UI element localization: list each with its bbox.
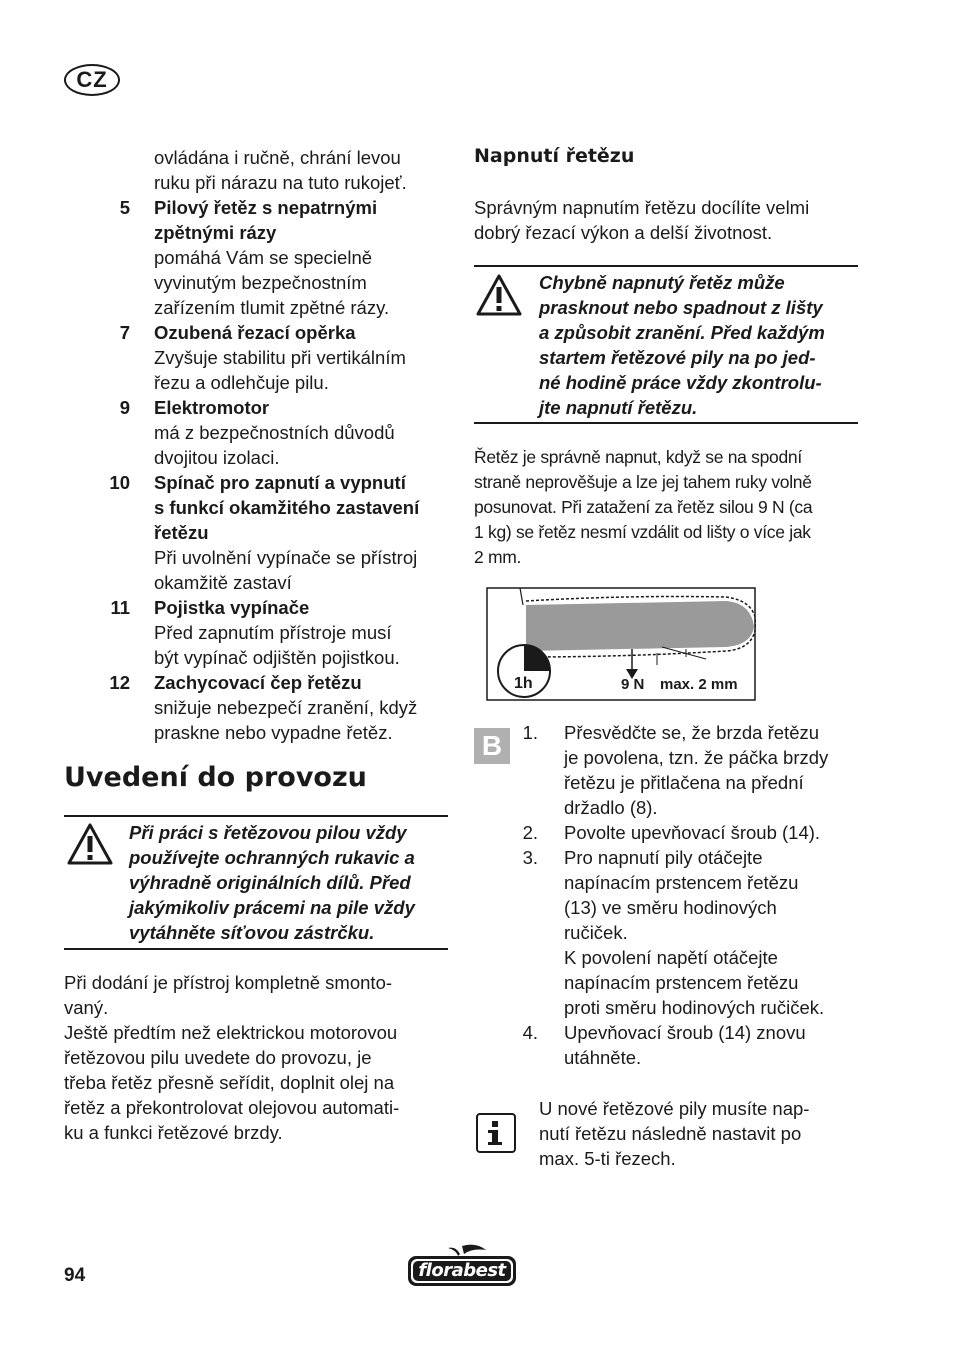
- warning-icon: [475, 273, 523, 322]
- section-heading-napnuti: Napnutí řetězu: [474, 145, 635, 167]
- warning-icon: [66, 822, 114, 871]
- language-badge: CZ: [64, 64, 120, 96]
- step-line: ručiček.: [564, 922, 628, 943]
- page-number: 94: [64, 1265, 86, 1286]
- step-line: utáhněte.: [564, 1047, 642, 1068]
- step-item: [564, 1020, 806, 1070]
- step-line: K povolení napětí otáčejte: [564, 947, 778, 968]
- warning-text-gloves: Při práci s řetězovou pilou vždy používejte ochranných rukavic a výhradně originálních dílů. Před jakýmikoliv prácemi na pile vždy vytáhněte síťovou zástrčku.: [129, 822, 415, 943]
- item-description: snižuje nebezpečí zranění, když: [154, 697, 418, 718]
- item-number: 7: [119, 322, 130, 343]
- item-title: Elektromotor: [154, 397, 270, 418]
- divider: [64, 815, 448, 817]
- step-line: Povolte upevňovací šroub (14).: [564, 822, 821, 843]
- divider: [64, 948, 448, 950]
- paragraph-delivery: Při dodání je přístroj kompletně smonto- vaný. Ještě předtím než elektrickou motorovou řetězovou pilu uvedete do provozu, je třeba řetěz přesně seřídit, doplnit olej na řetěz a překontrolovat olejovou automati- ku a funkci řetězové brzdy.: [64, 972, 400, 1143]
- item-number: 11: [110, 597, 130, 618]
- item-number: 12: [109, 672, 130, 693]
- item-description: řezu a odlehčuje pilu.: [154, 372, 329, 393]
- item-title: zpětnými rázy: [154, 222, 277, 243]
- step-number: 1.: [522, 722, 538, 743]
- section-badge-b: B: [474, 728, 510, 764]
- item-description: dvojitou izolaci.: [154, 447, 280, 468]
- item-title: Pojistka vypínače: [154, 597, 310, 618]
- section-heading-uvedeni: Uvedení do provozu: [64, 762, 367, 793]
- step-item: [564, 820, 820, 845]
- item-title: s funkcí okamžitého zastavení: [154, 497, 420, 518]
- step-line: je povolena, tzn. že páčka brzdy: [564, 747, 829, 768]
- warning-text-chain: Chybně napnutý řetěz může prasknout nebo spadnout z lišty a způsobit zranění. Před každým startem řetězové pily na po jed- né hodině práce vždy zkontrolu- jte napnutí řetězu.: [539, 272, 825, 418]
- figure-label-time: 1h: [514, 675, 533, 692]
- intro-text-right: Správným napnutím řetězu docílíte velmi dobrý řezací výkon a delší životnost.: [474, 197, 810, 243]
- item-title: Ozubená řezací opěrka: [154, 322, 356, 343]
- figure-label-force: 9 N: [621, 676, 645, 693]
- item-description: Zvyšuje stabilitu při vertikálním: [154, 347, 406, 368]
- list-item: [154, 320, 406, 395]
- step-line: držadlo (8).: [564, 797, 658, 818]
- list-item: [154, 595, 400, 670]
- step-line: Upevňovací šroub (14) znovu: [564, 1022, 806, 1043]
- step-number: 4.: [522, 1022, 538, 1043]
- step-number: 2.: [522, 822, 538, 843]
- list-item: [154, 470, 419, 595]
- item-title: Zachycovací čep řetězu: [154, 672, 362, 693]
- item-description: pomáhá Vám se specielně: [154, 247, 373, 268]
- step-line: Přesvědčte se, že brzda řetězu: [564, 722, 820, 743]
- list-item: [154, 195, 389, 320]
- item-description: vyvinutým bezpečnostním: [154, 272, 367, 293]
- intro-text: ovládána i ručně, chrání levou ruku při nárazu na tuto rukojeť.: [154, 147, 407, 193]
- item-description: okamžitě zastaví: [154, 572, 292, 593]
- item-description: Při uvolnění vypínače se přístroj: [154, 547, 418, 568]
- step-number: 3.: [522, 847, 538, 868]
- item-title: řetězu: [154, 522, 209, 543]
- item-number: 10: [109, 472, 130, 493]
- item-description: být vypínač odjištěn pojistkou.: [154, 647, 400, 668]
- item-description: praskne nebo vypadne řetěz.: [154, 722, 393, 743]
- step-line: proti směru hodinových ručiček.: [564, 997, 825, 1018]
- item-description: zařízením tlumit zpětné rázy.: [154, 297, 390, 318]
- step-line: napínacím prstencem řetězu: [564, 872, 799, 893]
- chain-tension-figure: [486, 587, 756, 701]
- item-description: Před zapnutím přístroje musí: [154, 622, 392, 643]
- divider: [474, 422, 858, 424]
- item-title: Spínač pro zapnutí a vypnutí: [154, 472, 406, 493]
- item-title: Pilový řetěz s nepatrnými: [154, 197, 378, 218]
- item-description: má z bezpečnostních důvodů: [154, 422, 395, 443]
- info-note-text: U nové řetězové pily musíte nap- nutí řetězu následně nastavit po max. 5-ti řezech.: [539, 1098, 810, 1169]
- step-line: (13) ve směru hodinových: [564, 897, 777, 918]
- figure-label-max: max. 2 mm: [660, 676, 738, 693]
- step-item: [564, 720, 828, 820]
- step-item: [564, 845, 824, 1020]
- info-icon: [476, 1113, 516, 1153]
- step-line: řetězu je přitlačena na přední: [564, 772, 804, 793]
- item-number: 9: [119, 397, 130, 418]
- divider: [474, 265, 858, 267]
- list-item: [154, 395, 395, 470]
- paragraph-tension: Řetěz je správně napnut, když se na spodní straně neprověšuje a lze jej tahem ruky volně posunovat. Při zatažení za řetěz silou 9 N (ca 1 kg) se řetěz nesmí vzdálit od lišty o více jak 2 mm.: [474, 447, 813, 567]
- list-item: [154, 670, 417, 745]
- step-line: Pro napnutí pily otáčejte: [564, 847, 763, 868]
- item-number: 5: [119, 197, 130, 218]
- step-line: napínacím prstencem řetězu: [564, 972, 799, 993]
- florabest-logo: florabest: [406, 1244, 518, 1290]
